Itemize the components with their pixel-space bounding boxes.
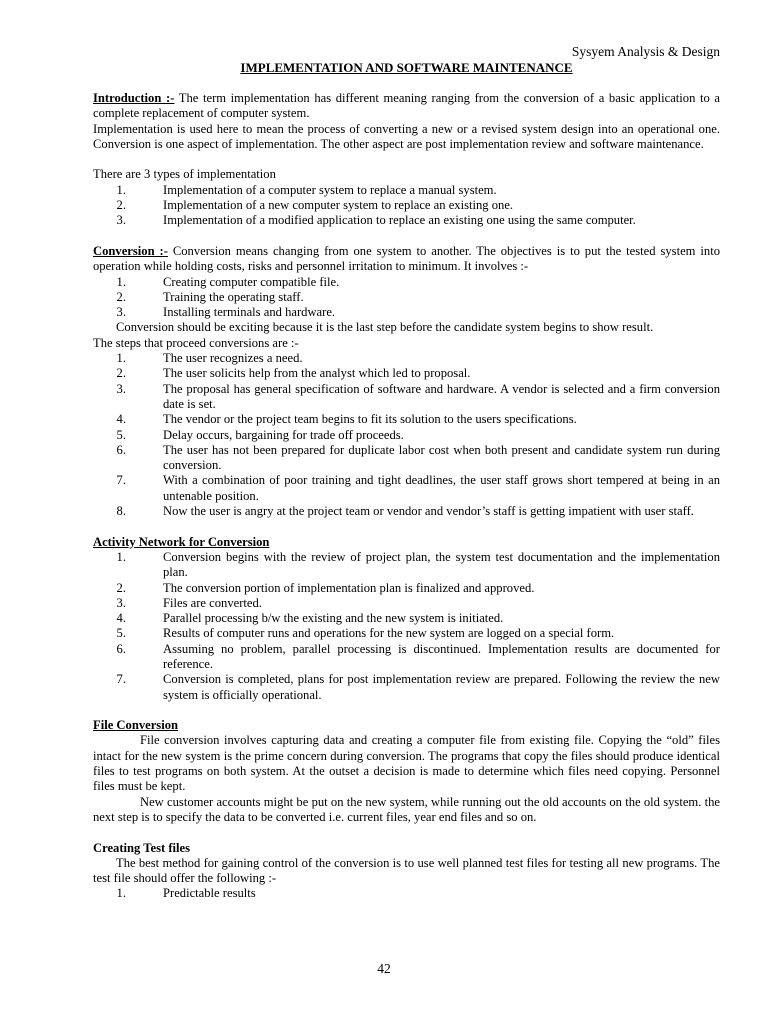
activity-heading: Activity Network for Conversion bbox=[93, 534, 270, 549]
conversion-note: Conversion should be exciting because it is the last step before the candidate system begins to show result. bbox=[116, 320, 654, 335]
steps-list bbox=[93, 351, 720, 519]
list-item: 1. The user recognizes a need. bbox=[116, 351, 303, 366]
document-page bbox=[93, 44, 720, 902]
test-files-heading: Creating Test files bbox=[93, 840, 191, 855]
list-item: 3. Implementation of a modified application to replace an existing one using the same computer. bbox=[116, 213, 636, 228]
list-item: 4. Parallel processing b/w the existing and the new system is initiated. bbox=[116, 611, 504, 626]
file-conversion-heading: File Conversion bbox=[93, 718, 179, 733]
intro-heading: Introduction :- bbox=[93, 91, 175, 105]
list-item: 2. Training the operating staff. bbox=[116, 289, 304, 304]
page-number: 42 bbox=[377, 961, 391, 976]
course-header: Sysyem Analysis & Design bbox=[571, 44, 720, 59]
list-item: 7. With a combination of poor training and tight deadlines, the user staff grows short tempered at being in an untenable position. bbox=[116, 473, 720, 503]
list-item: 1. Creating computer compatible file. bbox=[116, 274, 340, 289]
conversion-list bbox=[93, 275, 720, 321]
list-item: 4. The vendor or the project team begins to fit its solution to the users specifications. bbox=[116, 412, 577, 427]
activity-list bbox=[93, 550, 720, 703]
list-item: 3. Installing terminals and hardware. bbox=[116, 305, 336, 320]
list-item: 1. Predictable results bbox=[116, 886, 256, 901]
list-item: 5. Delay occurs, bargaining for trade off proceeds. bbox=[116, 427, 404, 442]
list-item: 1. Conversion begins with the review of project plan, the system test documentation and the implementation plan. bbox=[116, 549, 720, 580]
intro-text: The term implementation has different meaning ranging from the conversion of a basic application to a complete replacement of computer system. bbox=[93, 91, 721, 121]
list-item: 3. The proposal has general specification of software and hardware. A vendor is selected and a firm conversion date is set. bbox=[116, 381, 720, 411]
test-files-list bbox=[93, 886, 720, 901]
file-conversion-paragraph-2: New customer accounts might be put on the new system, while running out the old accounts on the old system. the next step is to specify the data to be converted i.e. current files, year end files and so on. bbox=[93, 794, 720, 824]
intro-paragraph-2: Implementation is used here to mean the process of converting a new or a revised system design into an operational one. Conversion is one aspect of implementation. The other aspect are post implementation review and software maintenance. bbox=[93, 121, 720, 151]
types-list bbox=[93, 183, 720, 229]
types-lead: There are 3 types of implementation bbox=[93, 167, 276, 182]
list-item: 2. The conversion portion of implementation plan is finalized and approved. bbox=[116, 580, 535, 595]
list-item: 5. Results of computer runs and operations for the new system are logged on a special form. bbox=[116, 626, 615, 641]
list-item: 2. The user solicits help from the analyst which led to proposal. bbox=[116, 366, 471, 381]
list-item: 3. Files are converted. bbox=[116, 595, 262, 610]
conversion-paragraph: Conversion :- Conversion means changing from one system to another. The objectives is to put the tested system into operation while holding costs, risks and personnel irritation to minimum. It involves :- bbox=[93, 243, 720, 274]
file-conversion-paragraph-1: File conversion involves capturing data and creating a computer file from existing file. Copying the “old” files intact for the new system is the prime concern during conversion. The programs that copy the files should produce identical files to test programs on both system. At the outset a decision is made to determine which files need copying. Personnel files must be kept. bbox=[93, 733, 720, 794]
list-item: 2. Implementation of a new computer system to replace an existing one. bbox=[116, 198, 514, 213]
list-item: 7. Conversion is completed, plans for post implementation review are prepared. Following the review the new system is officially operational. bbox=[116, 672, 720, 702]
list-item: 6. Assuming no problem, parallel processing is discontinued. Implementation results are documented for reference. bbox=[116, 641, 720, 671]
list-item: 6. The user has not been prepared for duplicate labor cost when both present and candidate system run during conversion. bbox=[116, 442, 720, 473]
steps-lead: The steps that proceed conversions are :- bbox=[93, 335, 299, 350]
test-files-paragraph: The best method for gaining control of the conversion is to use well planned test files for testing all new programs. The test file should offer the following :- bbox=[93, 855, 720, 886]
intro-paragraph bbox=[93, 91, 720, 122]
conversion-heading: Conversion :- bbox=[93, 243, 168, 258]
page-title: IMPLEMENTATION AND SOFTWARE MAINTENANCE bbox=[240, 60, 573, 75]
list-item: 8. Now the user is angry at the project team or vendor and vendor’s staff is getting impatient with user staff. bbox=[116, 504, 694, 519]
list-item: 1. Implementation of a computer system to replace a manual system. bbox=[116, 182, 497, 197]
